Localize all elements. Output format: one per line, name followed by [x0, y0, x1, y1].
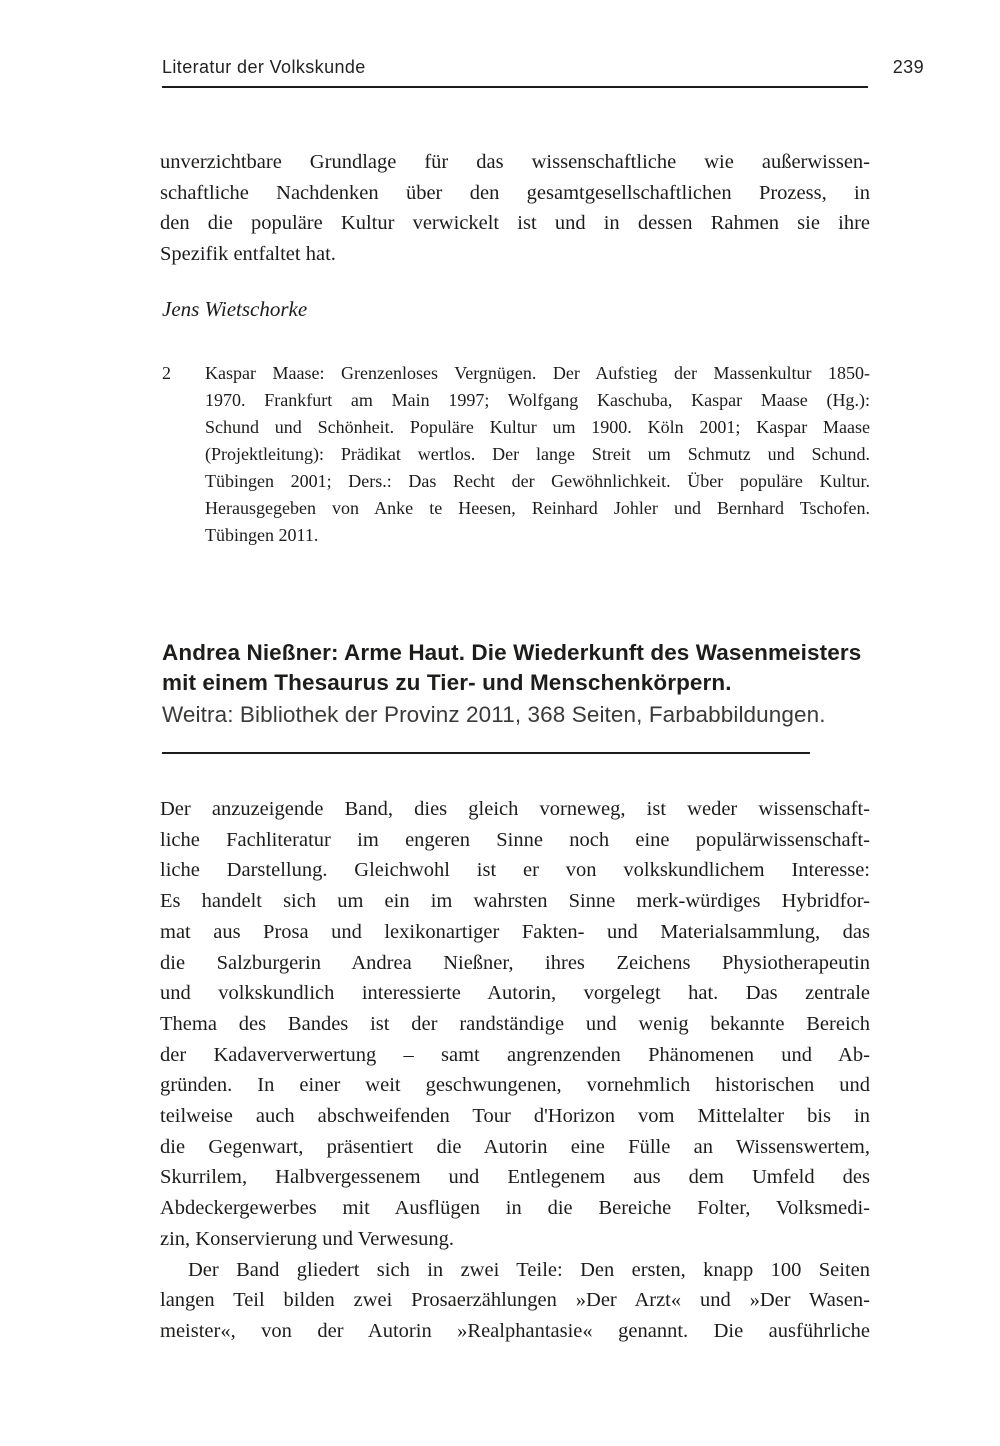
text-line: Spezifik entfaltet hat. [160, 243, 336, 266]
closing-paragraph [160, 147, 870, 270]
text-line: liche Fachliteratur im engeren Sinne noch eine populärwissenschaft- [160, 828, 870, 851]
header-rule [162, 86, 868, 88]
footnote-number: 2 [162, 363, 171, 383]
text-line: schaftliche Nachdenken über den gesamtgesellschaftlichen Prozess, in [160, 181, 870, 204]
page-number: 239 [892, 57, 924, 77]
text-line: Der Band gliedert sich in zwei Teile: Den ersten, knapp 100 Seiten [188, 1258, 870, 1281]
review-body [160, 794, 870, 1347]
text-line: Kaspar Maase: Grenzenloses Vergnügen. Der Aufstieg der Massenkultur 1850- [205, 363, 870, 383]
text-line: liche Darstellung. Gleichwohl ist er von volkskundlichem Interesse: [160, 859, 870, 882]
text-line: mat aus Prosa und lexikonartiger Fakten- und Materialsammlung, das [160, 920, 870, 943]
text-line: Skurrilem, Halbvergessenem und Entlegenem aus dem Umfeld des [160, 1166, 870, 1189]
text-line: teilweise auch abschweifenden Tour d'Horizon vom Mittelalter bis in [160, 1105, 870, 1128]
text-line: unverzichtbare Grundlage für das wissenschaftliche wie außerwissen- [160, 151, 870, 173]
text-line: Thema des Bandes ist der randständige und wenig bekannte Bereich [160, 1012, 870, 1035]
text-line: Schund und Schönheit. Populäre Kultur um 1900. Köln 2001; Kaspar Maase [205, 417, 870, 437]
text-line: zin, Konservierung und Verwesung. [160, 1227, 454, 1250]
text-line: die Gegenwart, präsentiert die Autorin eine Fülle an Wissenswertem, [160, 1135, 870, 1158]
text-line: Der anzuzeigende Band, dies gleich vorneweg, ist weder wissenschaft- [160, 798, 870, 820]
reviewer-signature: Jens Wietschorke [162, 297, 308, 321]
text-line: Es handelt sich um ein im wahrsten Sinne merk-würdiges Hybridfor- [160, 890, 870, 913]
text-line: und volkskundlich interessierte Autorin, vorgelegt hat. Das zentrale [160, 982, 870, 1005]
text-line: Tübingen 2001; Ders.: Das Recht der Gewöhnlichkeit. Über populäre Kultur. [205, 471, 870, 491]
running-header-title: Literatur der Volkskunde [162, 57, 366, 77]
text-line: Abdeckergewerbes mit Ausflügen in die Bereiche Folter, Volksmedi- [160, 1197, 870, 1220]
footnote-text [205, 360, 870, 549]
review-paragraph-1 [160, 794, 870, 1255]
review-heading [162, 638, 872, 730]
text-line: gründen. In einer weit geschwungenen, vornehmlich historischen und [160, 1074, 870, 1097]
text-line: langen Teil bilden zwei Prosaerzählungen »Der Arzt« und »Der Wasen- [160, 1289, 870, 1312]
text-line: Tübingen 2011. [205, 525, 319, 545]
text-line: Herausgegeben von Anke te Heesen, Reinhard Johler und Bernhard Tschofen. [205, 498, 870, 518]
text-line: der Kadaververwertung – samt angrenzenden Phänomenen und Ab- [160, 1043, 870, 1066]
review-paragraph-2 [160, 1255, 870, 1347]
text-line: (Projektleitung): Prädikat wertlos. Der lange Streit um Schmutz und Schund. [205, 444, 870, 464]
text-line: meister«, von der Autorin »Realphantasie« genannt. Die ausführliche [160, 1319, 870, 1342]
review-title-line-1: Andrea Nießner: Arme Haut. Die Wiederkunft des Wasenmeisters [162, 640, 862, 665]
review-title-line-2: mit einem Thesaurus zu Tier- und Menschenkörpern. [162, 670, 732, 695]
heading-separator-rule [162, 752, 810, 754]
text-line: den die populäre Kultur verwickelt ist und in dessen Rahmen sie ihre [160, 212, 870, 235]
text-line: 1970. Frankfurt am Main 1997; Wolfgang Kaschuba, Kaspar Maase (Hg.): [205, 390, 870, 410]
review-imprint: Weitra: Bibliothek der Provinz 2011, 368 Seiten, Farbabbildungen. [162, 702, 826, 727]
footnote [162, 360, 870, 549]
text-line: die Salzburgerin Andrea Nießner, ihres Zeichens Physiotherapeutin [160, 951, 870, 974]
